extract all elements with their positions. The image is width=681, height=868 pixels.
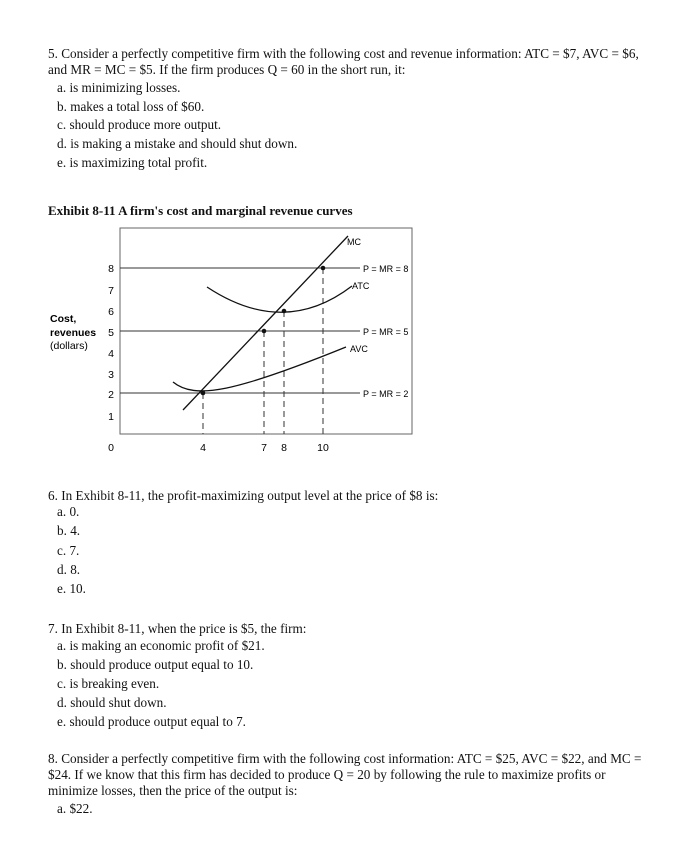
q5-option-c: c. should produce more output.: [57, 117, 222, 132]
question-7-stem: 7. In Exhibit 8-11, when the price is $5, the firm:: [48, 621, 307, 636]
q6-option-d: d. 8.: [57, 562, 81, 577]
q6-option-e: e. 10.: [57, 581, 86, 596]
y-tick-8: 8: [108, 263, 114, 275]
y-tick-5: 5: [108, 327, 114, 339]
y-tick-3: 3: [108, 369, 114, 381]
y-tick-4: 4: [108, 348, 114, 360]
avc-label: AVC: [350, 344, 368, 354]
q5-option-d: d. is making a mistake and should shut down.: [57, 136, 298, 151]
price-label-8: P = MR = 8: [363, 264, 409, 274]
price-label-2: P = MR = 2: [363, 389, 409, 399]
x-tick-labels: [108, 442, 329, 454]
q5-option-e: e. is maximizing total profit.: [57, 155, 208, 170]
q5-option-a: a. is minimizing losses.: [57, 80, 181, 95]
y-axis-label-line-1: Cost,: [50, 313, 77, 325]
y-tick-labels: [108, 263, 114, 423]
q7-option-b: b. should produce output equal to 10.: [57, 657, 254, 672]
q5-option-b: b. makes a total loss of $60.: [57, 99, 205, 114]
y-axis-label-line-3: (dollars): [50, 340, 88, 352]
atc-label: ATC: [352, 281, 370, 291]
q8-option-a: a. $22.: [57, 801, 93, 816]
x-tick-4: 4: [200, 442, 206, 454]
x-tick-8: 8: [281, 442, 287, 454]
y-tick-7: 7: [108, 285, 114, 297]
q7-option-a: a. is making an economic profit of $21.: [57, 638, 265, 653]
q6-option-b: b. 4.: [57, 523, 81, 538]
y-axis-label-line-2: revenues: [50, 327, 97, 339]
x-tick-0: 0: [108, 442, 114, 454]
q6-option-a: a. 0.: [57, 504, 80, 519]
q7-option-d: d. should shut down.: [57, 695, 167, 710]
dashed-guides: [203, 268, 323, 434]
y-tick-2: 2: [108, 389, 114, 401]
y-tick-1: 1: [108, 411, 114, 423]
mc-label: MC: [347, 237, 361, 247]
question-8-stem: 8. Consider a perfectly competitive firm with the following cost information: ATC = $25, AVC = $22, and MC = $24. If we know that this firm has decided to produce Q = 20 by following the rule to maximize profits or minimize losses, then the price of the output is:: [48, 751, 642, 798]
x-tick-10: 10: [317, 442, 329, 454]
question-6-stem: 6. In Exhibit 8-11, the profit-maximizing output level at the price of $8 is:: [48, 488, 439, 503]
price-label-5: P = MR = 5: [363, 327, 409, 337]
avc-curve: [173, 347, 346, 391]
x-tick-7: 7: [261, 442, 267, 454]
point-q10-p8: [321, 266, 326, 271]
point-q7-p5: [262, 329, 267, 334]
point-q4-p2: [201, 391, 206, 396]
point-q8-atc-min: [282, 309, 287, 314]
q6-option-c: c. 7.: [57, 543, 80, 558]
question-5-stem: 5. Consider a perfectly competitive firm with the following cost and revenue information: ATC = $7, AVC = $6, and MR = MC = $5. If the firm produces Q = 60 in the short run, it:: [48, 46, 639, 77]
exhibit-title: Exhibit 8-11 A firm's cost and marginal revenue curves: [48, 203, 353, 218]
q7-option-c: c. is breaking even.: [57, 676, 160, 691]
y-tick-6: 6: [108, 306, 114, 318]
q7-option-e: e. should produce output equal to 7.: [57, 714, 246, 729]
